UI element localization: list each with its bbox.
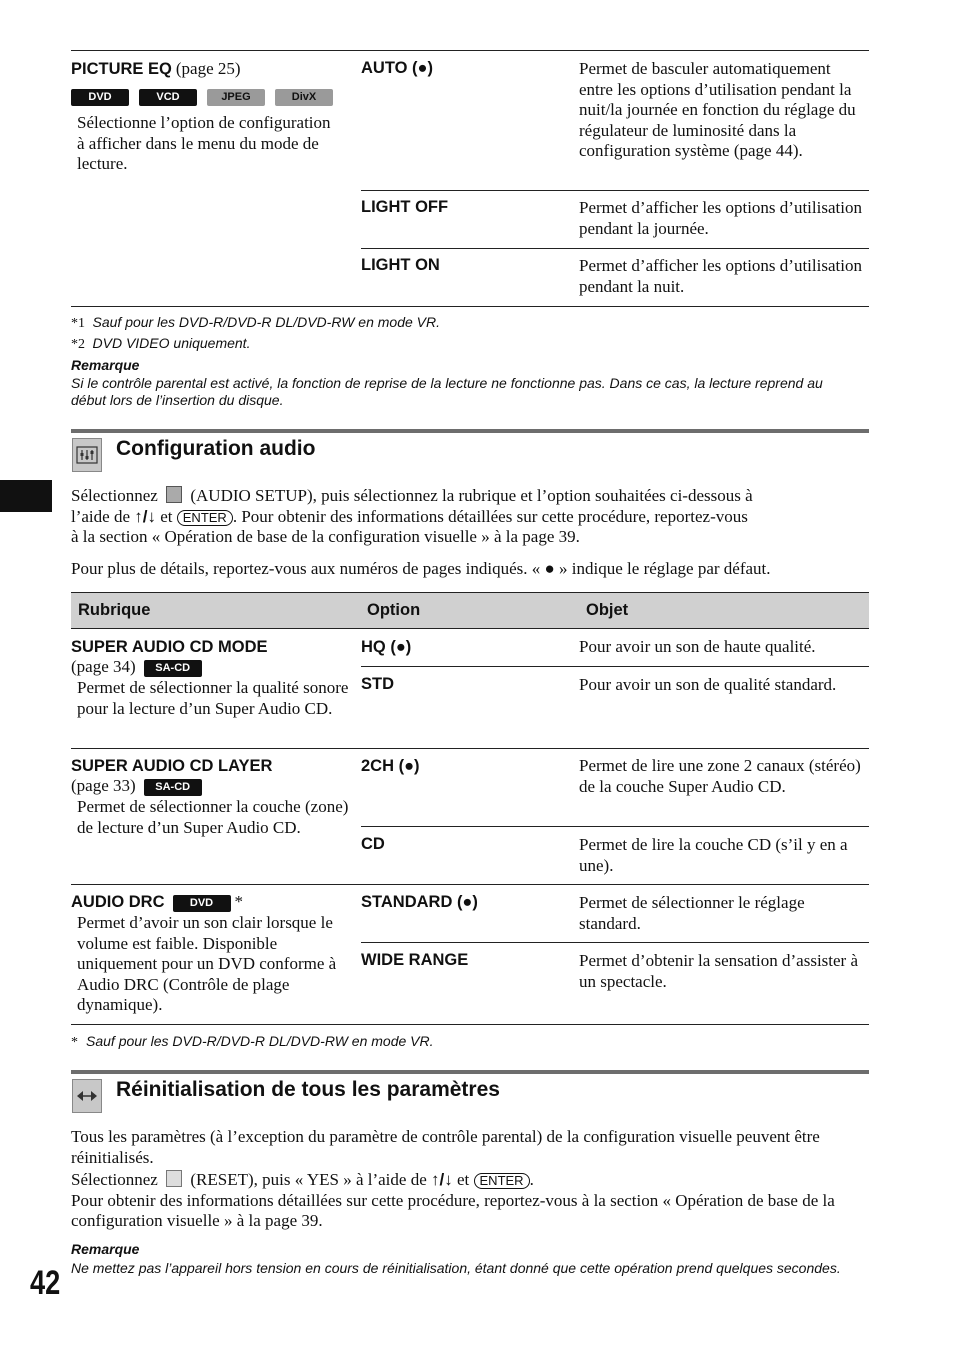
- footnote-text: DVD VIDEO uniquement.: [92, 334, 251, 351]
- reset-text: (RESET), puis « YES » à l’aide de: [190, 1170, 427, 1189]
- audio-table-header: [71, 592, 869, 629]
- header-objet: Objet: [586, 601, 629, 619]
- option-light-off-desc: Permet d’afficher les options d’utilisation pendant la journée.: [579, 198, 862, 238]
- remark-text: Ne mettez pas l’appareil hors tension en cours de réinitialisation, étant donné que cette opération prend quelques secondes.: [71, 1260, 841, 1276]
- badge-vcd: VCD: [139, 89, 197, 106]
- option-wide-range-desc: Permet d’obtenir la sensation d’assister à un spectacle.: [579, 951, 859, 991]
- intro-text: à la section « Opération de base de la configuration visuelle » à la page 39.: [71, 527, 580, 546]
- option-std-desc: Pour avoir un son de qualité standard.: [579, 675, 837, 694]
- header-option: Option: [367, 601, 421, 619]
- section-rule: [71, 1070, 869, 1074]
- reset-icon: [73, 1080, 101, 1112]
- picture-eq-desc: Sélectionne l’option de configuration à afficher dans le menu du mode de lecture.: [77, 113, 331, 173]
- intro-text: (AUDIO SETUP), puis sélectionnez la rubrique et l’option souhaitées ci-dessous à: [190, 486, 753, 505]
- option-wide-range: WIDE RANGE: [361, 951, 469, 969]
- intro-text: l’aide de: [71, 506, 130, 526]
- reset-small-icon: [166, 1170, 182, 1187]
- audio-details: Pour plus de détails, reportez-vous aux numéros de pages indiqués. « ● » indique le réglage par défaut.: [71, 559, 771, 578]
- item-page: (page 34): [71, 657, 136, 676]
- item-desc: Permet de sélectionner la couche (zone) de lecture d’un Super Audio CD.: [77, 797, 349, 837]
- row-audio-drc: [71, 892, 356, 1016]
- option-light-off: LIGHT OFF: [361, 198, 449, 216]
- item-desc: Permet de sélectionner la qualité sonore pour la lecture d’un Super Audio CD.: [77, 678, 349, 718]
- option-divider: [361, 942, 869, 943]
- table-bottom-rule: [71, 1024, 869, 1025]
- footnote-mark: *2: [71, 336, 85, 352]
- badge-jpeg: JPEG: [207, 89, 265, 106]
- option-auto: AUTO (●): [361, 59, 433, 77]
- option-2ch: 2CH (●): [361, 757, 420, 775]
- reset-text: .: [529, 1170, 534, 1189]
- reset-section-title: Réinitialisation de tous les paramètres: [116, 1078, 500, 1101]
- item-name: SUPER AUDIO CD LAYER: [71, 757, 273, 775]
- table-top-rule: [71, 50, 869, 51]
- intro-text: et: [160, 506, 173, 526]
- option-2ch-desc: Permet de lire une zone 2 canaux (stéréo) de la couche Super Audio CD.: [579, 756, 861, 796]
- remark-label: Remarque: [71, 1241, 140, 1257]
- row-divider: [71, 748, 869, 749]
- option-standard-desc: Permet de sélectionner le réglage standard.: [579, 893, 805, 933]
- footnote-mark: *1: [71, 316, 85, 331]
- option-standard: STANDARD (●): [361, 893, 478, 911]
- audio-footnote: [71, 1033, 434, 1054]
- row-super-audio-cd-layer: [71, 756, 356, 838]
- item-page: (page 33): [71, 776, 136, 795]
- intro-text: Sélectionnez: [71, 486, 158, 505]
- badge-dvd: DVD: [71, 89, 129, 106]
- enter-key-label: ENTER: [177, 510, 233, 526]
- intro-text: . Pour obtenir des informations détaillées sur cette procédure, reportez-vous: [232, 506, 748, 526]
- header-rubrique: Rubrique: [78, 601, 151, 619]
- option-divider: [361, 666, 869, 667]
- picture-eq-name: PICTURE EQ: [71, 60, 172, 78]
- option-auto-desc: Permet de basculer automatiquement entre les options d’utilisation pendant la nuit/la journée en fonction du réglage du régulateur de luminosité dans la configuration système (page 44).: [579, 59, 856, 160]
- option-std: STD: [361, 675, 394, 693]
- option-cd: CD: [361, 835, 385, 853]
- option-light-on-desc: Permet d’afficher les options d’utilisation pendant la nuit.: [579, 256, 862, 296]
- section-rule: [71, 429, 869, 433]
- remark-label: Remarque: [71, 357, 140, 373]
- audio-intro: [71, 486, 871, 548]
- option-divider: [361, 826, 869, 827]
- badge-sacd: SA-CD: [144, 660, 202, 677]
- reset-paragraph: Tous les paramètres (à l’exception du paramètre de contrôle parental) de la configuration visuelle peuvent être réinitialisés.: [71, 1127, 820, 1167]
- enter-key-label: ENTER: [474, 1173, 530, 1189]
- picture-eq-badges: [71, 87, 351, 105]
- option-divider: [361, 248, 869, 249]
- item-name: AUDIO DRC: [71, 893, 165, 911]
- option-hq-desc: Pour avoir un son de haute qualité.: [579, 637, 816, 656]
- reset-text: Sélectionnez: [71, 1170, 158, 1189]
- reset-paragraph: Pour obtenir des informations détaillées sur cette procédure, reportez-vous à la section « Opération de base de la configuration visuelle » à la page 39.: [71, 1190, 835, 1230]
- footnote-text: Sauf pour les DVD-R/DVD-R DL/DVD-RW en mode VR.: [86, 1033, 434, 1049]
- reset-body: [71, 1127, 871, 1232]
- option-cd-desc: Permet de lire la couche CD (s’il y en a une).: [579, 835, 848, 875]
- remark-text: Si le contrôle parental est activé, la fonction de reprise de la lecture ne fonctionne pas. Dans ce cas, la lecture reprend au début lors de l’insertion du disque.: [71, 375, 823, 408]
- picture-eq-page: (page 25): [175, 59, 241, 78]
- badge-divx: DivX: [275, 89, 333, 106]
- item-desc: Permet d’avoir un son clair lorsque le volume est faible. Disponible uniquement pour un DVD conforme à Audio DRC (Contrôle de plage dynamique).: [77, 913, 337, 1014]
- footnote-text: Sauf pour les DVD-R/DVD-R DL/DVD-RW en mode VR.: [92, 314, 441, 330]
- up-down-arrow-icon: ↑/↓: [134, 506, 156, 526]
- option-hq: HQ (●): [361, 638, 412, 656]
- footnote-mark: *: [71, 1035, 78, 1050]
- equalizer-icon: [73, 439, 101, 471]
- page-number: 42: [30, 1264, 61, 1302]
- option-light-on: LIGHT ON: [361, 256, 440, 274]
- picture-eq-cell: [71, 59, 351, 175]
- audio-section-title: Configuration audio: [116, 437, 316, 460]
- item-name: SUPER AUDIO CD MODE: [71, 638, 268, 656]
- badge-sacd: SA-CD: [144, 779, 202, 796]
- footnotes-top: [71, 314, 871, 355]
- reset-text: et: [456, 1170, 470, 1189]
- remark-2: [71, 1241, 871, 1277]
- row-super-audio-cd-mode: [71, 637, 356, 719]
- up-down-arrow-icon: ↑/↓: [431, 1170, 453, 1189]
- table-bottom-rule: [71, 306, 869, 307]
- remark-1: [71, 357, 861, 409]
- audio-setup-small-icon: [166, 486, 182, 503]
- badge-dvd: DVD: [173, 895, 231, 912]
- row-divider: [71, 884, 869, 885]
- footnote-star: *: [234, 892, 243, 911]
- option-divider: [361, 190, 869, 191]
- reset-icon-box: [72, 1079, 102, 1113]
- section-tab-marker: [0, 480, 52, 512]
- audio-setup-icon: [72, 438, 102, 472]
